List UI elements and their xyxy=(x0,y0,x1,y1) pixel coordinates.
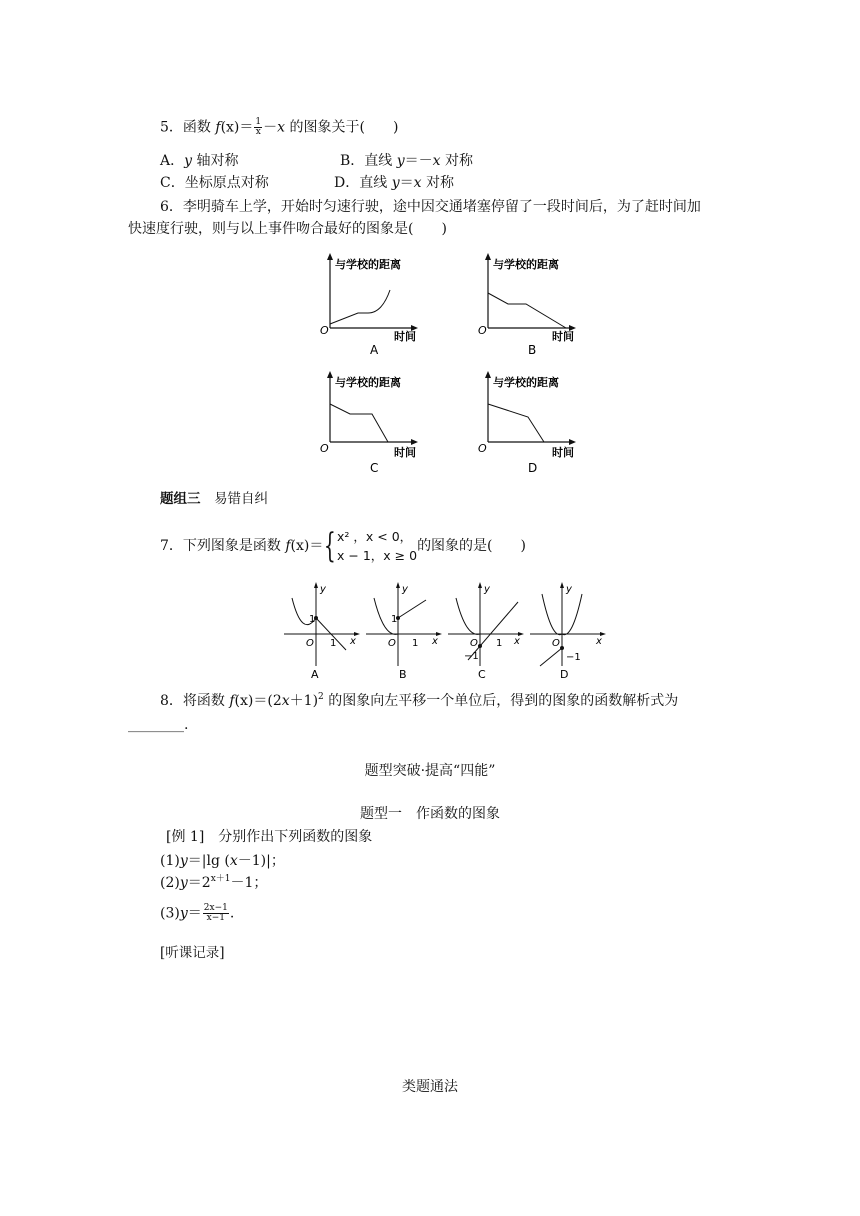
q7a-y: y xyxy=(320,584,326,595)
similar-problems-title: 类题通法 xyxy=(402,1079,458,1095)
q6-line-1: 6．李明骑车上学，开始时匀速行驶，途中因交通堵塞停留了一段时间后，为了赶时间加 xyxy=(160,199,701,215)
example-one-heading: [例 1] 分别作出下列函数的图象 xyxy=(166,829,373,845)
q7-graph-c xyxy=(448,580,528,680)
item-3-fraction: $\frac{2x-1}{x-1}$ xyxy=(203,903,228,923)
q8-stem: 8．将函数 $f(x)=(2x+1)^2$ 的图象向左平移一个单位后，得到的图象的函数解析式为 xyxy=(160,692,679,709)
q7b-y: y xyxy=(402,584,408,595)
q6b-origin: O xyxy=(478,324,487,337)
q5-option-b: B．直线 y＝－x 对称 xyxy=(340,153,474,169)
q7-graph-d xyxy=(530,580,610,680)
q6c-ylabel: 与学校的距离 xyxy=(335,376,401,389)
q7b-label1: 1 xyxy=(391,614,398,625)
q7a-label1: 1 xyxy=(309,614,316,625)
q7a-caption: A xyxy=(311,668,319,681)
q7-graph-a xyxy=(284,580,364,680)
q6-graph-d xyxy=(468,368,598,480)
q7-graph-b xyxy=(366,580,446,680)
example-one-item-2: $(2)y=2^{x+1}-1$； xyxy=(160,874,268,891)
q5-fraction: $\frac{1}{x}$ xyxy=(255,117,262,137)
q6b-ylabel: 与学校的距离 xyxy=(493,258,559,271)
q6a-caption: A xyxy=(370,343,379,357)
q6a-origin: O xyxy=(320,324,329,337)
q6-graph-a xyxy=(310,250,440,362)
q7-brace: { xyxy=(324,526,337,566)
q7a-origin: O xyxy=(306,638,314,649)
q5-option-c: C．坐标原点对称 xyxy=(160,175,269,191)
q7d-label1: −1 xyxy=(566,652,581,663)
q6c-caption: C xyxy=(370,461,379,475)
q6d-caption: D xyxy=(528,461,538,475)
q7-cases: x² ，x < 0， x − 1，x ≥ 0 xyxy=(337,529,418,563)
q6b-caption: B xyxy=(528,343,537,357)
q8-answer-blank[interactable]: ________. xyxy=(128,717,189,733)
q7c-label2: 1 xyxy=(496,638,503,649)
q6a-xlabel: 时间 xyxy=(394,330,416,343)
q7b-caption: B xyxy=(399,668,407,681)
q6b-xlabel: 时间 xyxy=(552,330,574,343)
q5-option-a: A．y 轴对称 xyxy=(160,153,239,169)
q7b-origin: O xyxy=(388,638,396,649)
q6-graph-c xyxy=(310,368,440,480)
q7b-x: x xyxy=(432,636,438,647)
section-title: 题型突破·提高“四能” xyxy=(364,763,496,779)
q7c-label1: −1 xyxy=(464,651,479,662)
q6-line-2: 快速度行驶，则与以上事件吻合最好的图象是( ) xyxy=(128,221,447,237)
q7c-origin: O xyxy=(470,638,478,649)
q5-stem: 5．函数 f(x)＝ $\frac{1}{x}$ －x 的图象关于( ) xyxy=(160,117,399,137)
type-one-title: 题型一 作函数的图象 xyxy=(360,806,500,822)
q7d-x: x xyxy=(596,636,602,647)
q7d-origin: O xyxy=(552,638,560,649)
example-one-item-1: (1)y＝|lg (x－1)|； xyxy=(160,853,285,869)
q5-option-d: D．直线 y＝x 对称 xyxy=(334,175,454,191)
q6d-xlabel: 时间 xyxy=(552,446,574,459)
q7c-x: x xyxy=(514,636,520,647)
q7c-caption: C xyxy=(478,668,486,681)
q7d-y: y xyxy=(566,584,572,595)
q7d-caption: D xyxy=(560,668,569,681)
q7a-label2: 1 xyxy=(330,638,337,649)
q6d-ylabel: 与学校的距离 xyxy=(493,376,559,389)
q7c-y: y xyxy=(484,584,490,595)
notes-label: [听课记录] xyxy=(160,945,225,961)
q6d-origin: O xyxy=(478,442,487,455)
q7a-x: x xyxy=(350,636,356,647)
q7-stem: 7．下列图象是函数 f(x)＝{ x² ，x < 0， x − 1，x ≥ 0 的图象的是( ) xyxy=(160,526,526,566)
q6c-origin: O xyxy=(320,442,329,455)
group-three-heading: 题组三 易错自纠 xyxy=(160,491,268,507)
q6c-xlabel: 时间 xyxy=(394,446,416,459)
q6a-ylabel: 与学校的距离 xyxy=(335,258,401,271)
q7b-label2: 1 xyxy=(412,638,419,649)
q6-graph-b xyxy=(468,250,598,362)
example-one-item-3: (3)y＝ $\frac{2x-1}{x-1}$ . xyxy=(160,903,235,923)
